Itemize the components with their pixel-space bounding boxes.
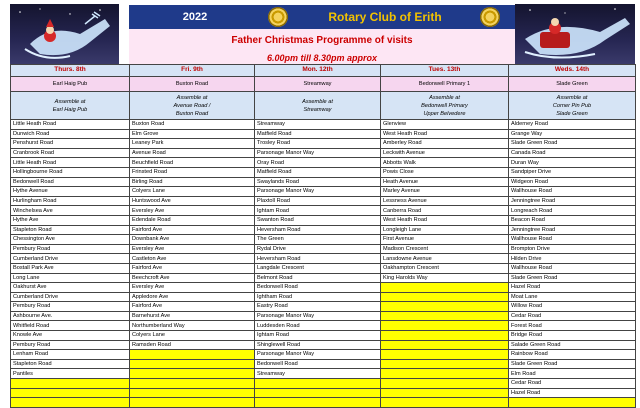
street-cell: Cedar Road [509,311,636,321]
empty-cell [255,398,381,408]
street-row [11,331,636,341]
rotary-emblem-icon [268,7,288,27]
assembly-line: Corner Pin Pub [552,102,592,109]
street-cell: Bedonwell Road [255,283,381,293]
street-cell: Dunwich Road [11,129,130,139]
street-cell: Appledore Ave [130,292,255,302]
street-cell: Canberra Road [381,206,509,216]
street-cell: Frinsted Road [130,167,255,177]
street-cell: Swaylands Road [255,177,381,187]
empty-cell [381,379,509,389]
street-cell: Shinglewell Road [255,340,381,350]
street-cell: Wallhouse Road [509,263,636,273]
street-cell: Heversham Road [255,225,381,235]
day-header-row [11,65,636,77]
street-row [11,254,636,264]
street-row [11,206,636,216]
street-cell: Hazel Road [509,388,636,398]
venue-name: Streamway [255,77,381,92]
street-cell: Alderney Road [509,120,636,130]
street-cell: Penshurst Road [11,139,130,149]
empty-cell [381,331,509,341]
street-cell: Plaxtoll Road [255,196,381,206]
programme-time: 6.00pm till 8.30pm approx [129,51,515,64]
day-header: Weds. 14th [509,65,636,77]
club-heading: Rotary Club of Erith [261,5,509,29]
street-cell: Amberley Road [381,139,509,149]
street-cell: Stapleton Road [11,359,130,369]
street-cell: Matfield Road [255,129,381,139]
street-cell: Hilden Drive [509,254,636,264]
empty-cell [509,398,636,408]
assembly-line: Assemble at [556,94,588,101]
street-cell: Madison Crescent [381,244,509,254]
street-cell: Jenningtree Road [509,196,636,206]
street-cell: Heath Avenue [381,177,509,187]
street-cell: Eversley Ave [130,283,255,293]
assembly-line: Bedonwell Primary [421,102,468,109]
street-cell: King Harolds Way [381,273,509,283]
street-cell: Widgeon Road [509,177,636,187]
street-cell: Belmont Road [255,273,381,283]
assembly-line: Assemble at [54,98,86,105]
street-row [11,158,636,168]
street-cell: Willow Road [509,302,636,312]
street-row [11,177,636,187]
sleigh-image-right [515,4,635,64]
street-cell: Oray Road [255,158,381,168]
street-cell: Beuchfield Road [130,158,255,168]
street-cell: West Heath Road [381,215,509,225]
street-row [11,129,636,139]
street-cell: Heversham Road [255,254,381,264]
assembly-line: Slade Green [556,110,588,117]
assembly-line: Assemble at [302,98,333,105]
street-cell: Oakhurst Ave [11,283,130,293]
street-cell: Little Heath Road [11,158,130,168]
assembly-line: Avenue Road / [173,102,211,109]
street-cell: Lansdowne Avenue [381,254,509,264]
street-row [11,196,636,206]
street-cell: Fairford Ave [130,302,255,312]
street-cell: Northumberland Way [130,321,255,331]
street-cell: Fairford Ave [130,225,255,235]
assembly-line: Earl Haig Pub [52,106,88,113]
street-cell: Pembury Road [11,340,130,350]
empty-cell [381,398,509,408]
street-row [11,311,636,321]
street-cell: Bostall Park Ave [11,263,130,273]
street-row [11,350,636,360]
street-cell: Little Heath Road [11,120,130,130]
street-cell: First Avenue [381,235,509,245]
street-row [11,388,636,398]
street-cell: Longleigh Lane [381,225,509,235]
street-cell: Cranbrook Road [11,148,130,158]
street-cell: Leaney Park [130,139,255,149]
street-cell: Streamway [255,120,381,130]
venue-name: Bedonwell Primary 1 [381,77,509,92]
street-cell: Ramsden Road [130,340,255,350]
street-cell: Fairford Ave [130,263,255,273]
empty-cell [381,350,509,360]
street-cell: Parsonage Manor Way [255,148,381,158]
street-cell: Castleton Ave [130,254,255,264]
street-cell: Colyers Lane [130,187,255,197]
assembly-row [11,92,636,120]
street-row [11,283,636,293]
street-cell: Powis Close [381,167,509,177]
assembly-point [381,92,509,120]
street-cell: Elm Road [509,369,636,379]
street-row [11,321,636,331]
street-cell: Hollingbourne Road [11,167,130,177]
assembly-point [509,92,636,120]
empty-cell [381,369,509,379]
empty-cell [11,398,130,408]
street-cell: Beechcroft Ave [130,273,255,283]
street-cell: Slade Green Road [509,359,636,369]
street-cell: Parsonage Manor Way [255,187,381,197]
street-cell: Long Lane [11,273,130,283]
street-cell: Glenview [381,120,509,130]
street-cell: Wallhouse Road [509,235,636,245]
street-cell: Jenningtree Road [509,225,636,235]
sleigh-image-left [10,4,119,64]
street-cell: Ightam Road [255,206,381,216]
street-cell: Edendale Road [130,215,255,225]
street-row [11,167,636,177]
street-cell: Streamway [255,369,381,379]
street-cell: Avenue Road [130,148,255,158]
empty-cell [11,388,130,398]
street-cell: Downbank Ave [130,235,255,245]
street-cell: Wallhouse Road [509,187,636,197]
santa-sleigh-icon [515,4,635,64]
street-cell: Canada Road [509,148,636,158]
street-cell: Slade Green Road [509,273,636,283]
assembly-line: Buxton Road [175,110,209,117]
street-row [11,225,636,235]
venue-row [11,77,636,92]
venue-name: Earl Haig Pub [11,77,130,92]
street-cell: Cumberland Drive [11,254,130,264]
assembly-point [255,92,381,120]
rotary-emblem-icon [480,7,500,27]
day-header: Thurs. 8th [11,65,130,77]
street-cell: Cumberland Drive [11,292,130,302]
street-cell: Buxton Road [130,120,255,130]
street-cell: Beacon Road [509,215,636,225]
street-cell: Cedar Road [509,379,636,389]
street-cell: Brompton Drive [509,244,636,254]
empty-cell [381,292,509,302]
street-cell: Winchelsea Ave [11,206,130,216]
street-cell: Colyers Lane [130,331,255,341]
street-cell: Hurlingham Road [11,196,130,206]
street-cell: Hythe Avenue [11,187,130,197]
street-cell: Ightham Road [255,292,381,302]
street-cell: Langdale Crescent [255,263,381,273]
street-cell: Pantiles [11,369,130,379]
venue-name: Slade Green [509,77,636,92]
street-cell: Lenham Road [11,350,130,360]
street-row [11,379,636,389]
street-cell: Leckwith Avenue [381,148,509,158]
street-cell: Trosley Road [255,139,381,149]
assembly-line: Assemble at [429,94,460,101]
street-cell: Duran Way [509,158,636,168]
venue-name: Buxton Road [130,77,255,92]
empty-cell [381,283,509,293]
street-cell: Rydal Drive [255,244,381,254]
street-cell: Abbotts Walk [381,158,509,168]
street-cell: West Heath Road [381,129,509,139]
assembly-point [130,92,255,120]
street-cell: Birling Road [130,177,255,187]
street-cell: Swanton Road [255,215,381,225]
day-header: Tues. 13th [381,65,509,77]
street-cell: Eversley Ave [130,244,255,254]
street-cell: Barnehurst Ave [130,311,255,321]
street-row [11,340,636,350]
empty-cell [381,311,509,321]
empty-cell [381,302,509,312]
street-cell: Sandpiper Drive [509,167,636,177]
programme-sheet [10,4,635,402]
street-cell: Parsonage Manor Way [255,350,381,360]
empty-cell [130,379,255,389]
empty-cell [130,369,255,379]
assembly-line: Upper Belvedere [423,110,466,117]
street-cell: Parsonage Manor Way [255,311,381,321]
empty-cell [130,359,255,369]
street-row [11,292,636,302]
street-cell: Huntswood Ave [130,196,255,206]
street-cell: Eversley Ave [130,206,255,216]
street-cell: Chessington Ave [11,235,130,245]
header-band [509,5,515,29]
street-cell: Whitfield Road [11,321,130,331]
street-cell: Slade Green Road [509,139,636,149]
empty-cell [381,359,509,369]
empty-cell [381,321,509,331]
street-row [11,139,636,149]
street-cell: Knowle Ave [11,331,130,341]
street-cell: Bridge Road [509,331,636,341]
street-cell: Marley Avenue [381,187,509,197]
street-cell: Hazel Road [509,283,636,293]
street-row [11,120,636,130]
street-row [11,244,636,254]
street-cell: Grange Way [509,129,636,139]
street-cell: Ightam Road [255,331,381,341]
street-row [11,235,636,245]
street-cell: The Green [255,235,381,245]
street-cell: Lessness Avenue [381,196,509,206]
day-header: Mon. 12th [255,65,381,77]
street-row [11,215,636,225]
empty-cell [130,388,255,398]
street-cell: Moat Lane [509,292,636,302]
street-cell: Rainbow Road [509,350,636,360]
street-row [11,369,636,379]
day-header: Fri. 9th [130,65,255,77]
street-cell: Stapleton Road [11,225,130,235]
street-cell: Longreach Road [509,206,636,216]
street-cell: Bedonwell Road [11,177,130,187]
street-row [11,273,636,283]
street-cell: Ashbourne Ave. [11,311,130,321]
year-heading: 2022 [129,5,261,29]
street-cell: Oakhampton Crescent [381,263,509,273]
empty-cell [255,379,381,389]
street-cell: Salade Green Road [509,340,636,350]
empty-cell [130,398,255,408]
assembly-line: Assemble at [176,94,208,101]
street-cell: Pembury Road [11,244,130,254]
assembly-point [11,92,130,120]
empty-cell [11,379,130,389]
street-cell: Elm Grove [130,129,255,139]
street-cell: Matfield Road [255,167,381,177]
visit-schedule-table [10,64,636,408]
street-cell: Pembury Road [11,302,130,312]
street-cell: Hythe Ave [11,215,130,225]
street-row [11,359,636,369]
santa-sleigh-icon [10,4,119,64]
street-cell: Forest Road [509,321,636,331]
empty-cell [381,340,509,350]
street-cell: Bedonwell Road [255,359,381,369]
programme-title: Father Christmas Programme of visits [129,29,515,52]
empty-cell [255,388,381,398]
street-row [11,187,636,197]
street-row [11,398,636,408]
empty-cell [381,388,509,398]
street-cell: Luddesden Road [255,321,381,331]
street-row [11,263,636,273]
empty-cell [130,350,255,360]
street-cell: Eastry Road [255,302,381,312]
street-row [11,302,636,312]
street-row [11,148,636,158]
assembly-line: Streamway [303,106,332,113]
